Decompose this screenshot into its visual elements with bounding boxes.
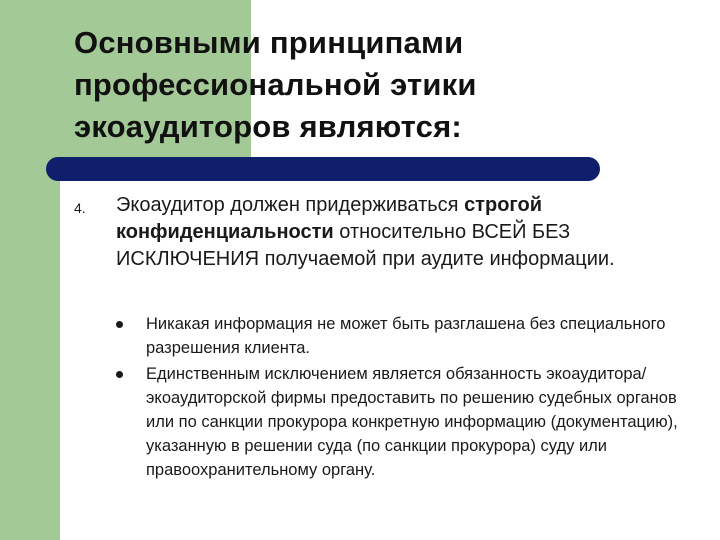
sub-item-list xyxy=(116,312,686,484)
slide-title: Основными принципами профессиональной этики экоаудиторов являются: xyxy=(74,25,477,144)
green-accent-strip xyxy=(0,173,60,540)
title-divider-bar xyxy=(46,157,600,181)
bullet-icon xyxy=(116,321,123,328)
list-item xyxy=(116,362,686,482)
sub-item-text: Никакая информация не может быть разглашена без специального разрешения клиента. xyxy=(146,315,666,357)
bullet-icon xyxy=(116,371,123,378)
main-item-text xyxy=(116,192,676,273)
list-item xyxy=(116,312,686,360)
main-item-text-part2: относительно ВСЕЙ БЕЗ ИСКЛЮЧЕНИЯ получаемой при аудите информации. xyxy=(116,221,615,270)
item-number: 4. xyxy=(74,200,86,216)
main-item-bold-phrase: строгой конфиденциальности xyxy=(116,194,542,243)
main-item-text-part1: Экоаудитор должен придерживаться xyxy=(116,194,465,216)
sub-item-text: Единственным исключением является обязанность экоаудитора/экоаудиторской фирмы предоставить по решению судебных органов или по санкции прокурора конкретную информацию (документацию), указанную в решении суда (по санкции прокурора) суду или правоохранительному органу. xyxy=(146,365,678,479)
